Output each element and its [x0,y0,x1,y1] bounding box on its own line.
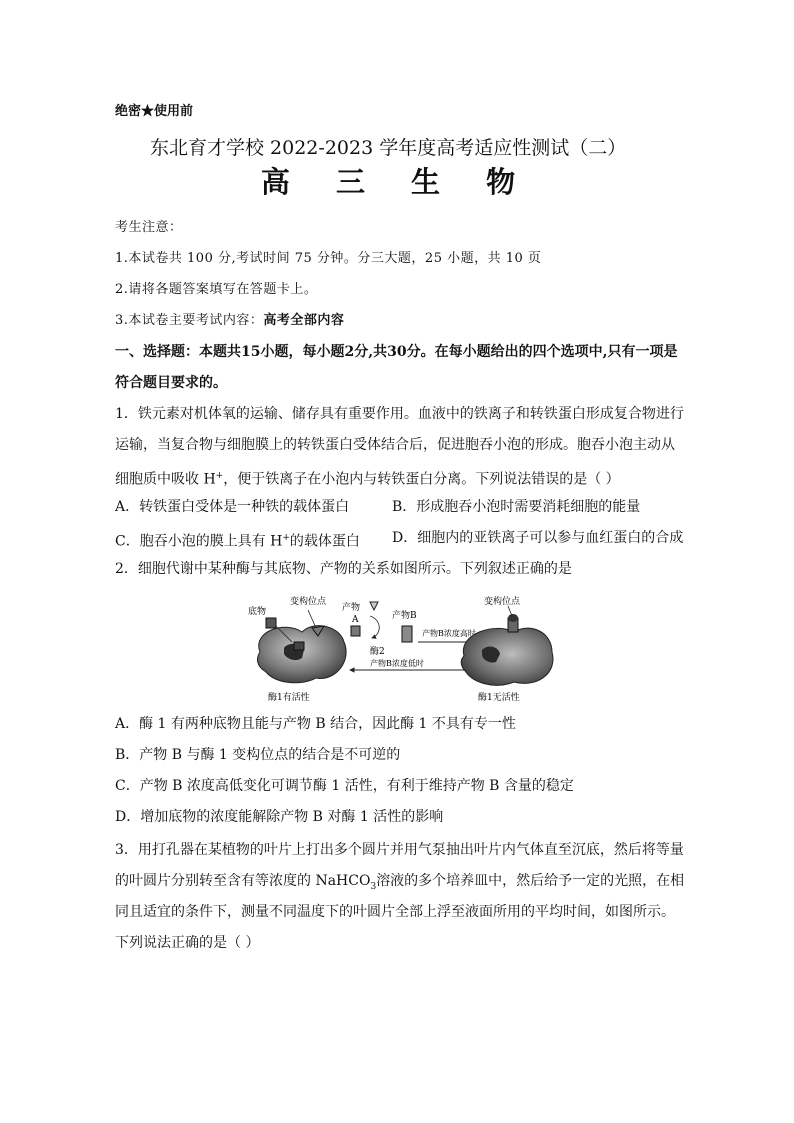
notice-heading: 考生注意： [115,220,183,235]
label-substrate: 底物 [248,607,267,617]
q3-line4: 下列说法正确的是（ ） [115,935,260,951]
q1-option-c-b: 的载体蛋白 [289,533,360,550]
q1-line2: 运输，当复合物与细胞膜上的转铁蛋白受体结合后，促进胞吞小泡的形成。胞吞小泡主动从 [115,437,675,453]
q3-line1: 3．用打孔器在某植物的叶片上打出多个圆片并用气泵抽出叶片内气体直至沉底，然后将等量 [115,842,684,858]
allosteric-pointer-right [508,606,512,616]
product-b-icon [402,626,412,642]
label-low: 产物B浓度低时 [370,659,424,668]
active-enzyme-shape [258,626,347,683]
label-allosteric-left: 变构位点 [290,597,327,607]
confidential-mark: 绝密★使用前 [115,104,194,119]
allosteric-pointer-left [308,610,316,628]
product-a-icon [351,626,360,636]
q1-line3-b: ，便于铁离子在小泡内与转铁蛋白分离。下列说法错误的是（ ） [223,471,620,488]
q1-option-b: B．形成胞吞小泡时需要消耗细胞的能量 [392,499,641,515]
q2-option-b: B．产物 B 与酶 1 变构位点的结合是不可逆的 [115,747,401,763]
q1-option-d: D．细胞内的亚铁离子可以参与血红蛋白的合成 [392,530,684,546]
notice-item-2: 2.请将各题答案填写在答题卡上。 [115,282,318,297]
subject-title: 高 三 生 物 [260,165,534,199]
notice-item-3 [115,311,344,331]
q1-option-c [115,528,360,552]
section1-line1: 一、选择题：本题共15小题，每小题2分,共30分。在每小题给出的四个选项中,只有一项是 [115,344,678,360]
label-allosteric-right: 变构位点 [484,597,521,607]
q2-option-d: D．增加底物的浓度能解除产物 B 对酶 1 活性的影响 [115,809,444,825]
q3-line3: 同且适宜的条件下，测量不同温度下的叶圆片全部上浮至液面所用的平均时间，如图所示。 [115,904,675,920]
label-enzyme1-active: 酶1有活性 [268,693,310,703]
notice-item-1: 1.本试卷共 100 分,考试时间 75 分钟。分三大题，25 小题，共 10 页 [115,251,542,266]
h-plus-sup: + [282,533,290,543]
label-product: 产物 [342,603,361,613]
q3-line2-b: 溶液的多个培养皿中，然后给予一定的光照，在相 [376,873,685,889]
product-icon [370,602,378,610]
label-product-b: 产物B [392,611,417,621]
inactive-enzyme-shape [461,614,553,685]
enzyme-regulation-figure [232,590,564,706]
enzyme2-arrow [370,616,379,638]
q3-line2-a: 的叶圆片分别转至含有等浓度的 NaHCO [115,873,371,889]
substrate-icon [266,618,276,628]
q2-stem: 2．细胞代谢中某种酶与其底物、产物的关系如图所示。下列叙述正确的是 [115,561,572,577]
q2-option-a: A．酶 1 有两种底物且能与产物 B 结合，因此酶 1 不具有专一性 [115,716,516,732]
subscript-3: 3 [370,881,377,892]
q1-line3 [115,466,620,490]
exam-title: 东北育才学校 2022-2023 学年度高考适应性测试（二） [150,137,627,159]
q1-option-c-a: C．胞吞小泡的膜上具有 H [115,533,283,550]
q3-line2 [115,871,684,897]
label-enzyme2: 酶2 [370,647,385,657]
q2-option-c: C．产物 B 浓度高低变化可调节酶 1 活性，有利于维持产物 B 含量的稳定 [115,778,574,794]
section1-line2: 符合题目要求的。 [115,375,227,391]
h-plus-sup: + [215,471,224,481]
exam-scope: 高考全部内容 [263,313,345,328]
notice-item-3-text: 3.本试卷主要考试内容： [115,313,264,328]
label-a: A [352,615,359,625]
label-enzyme1-inactive: 酶1无活性 [478,693,520,703]
q1-line3-a: 细胞质中吸收 H [115,471,216,488]
label-high: 产物B浓度高时 [422,629,476,638]
q1-line1: 1．铁元素对机体氧的运输、储存具有重要作用。血液中的铁离子和转铁蛋白形成复合物进行 [115,406,684,422]
q1-option-a: A．转铁蛋白受体是一种铁的载体蛋白 [115,499,350,515]
